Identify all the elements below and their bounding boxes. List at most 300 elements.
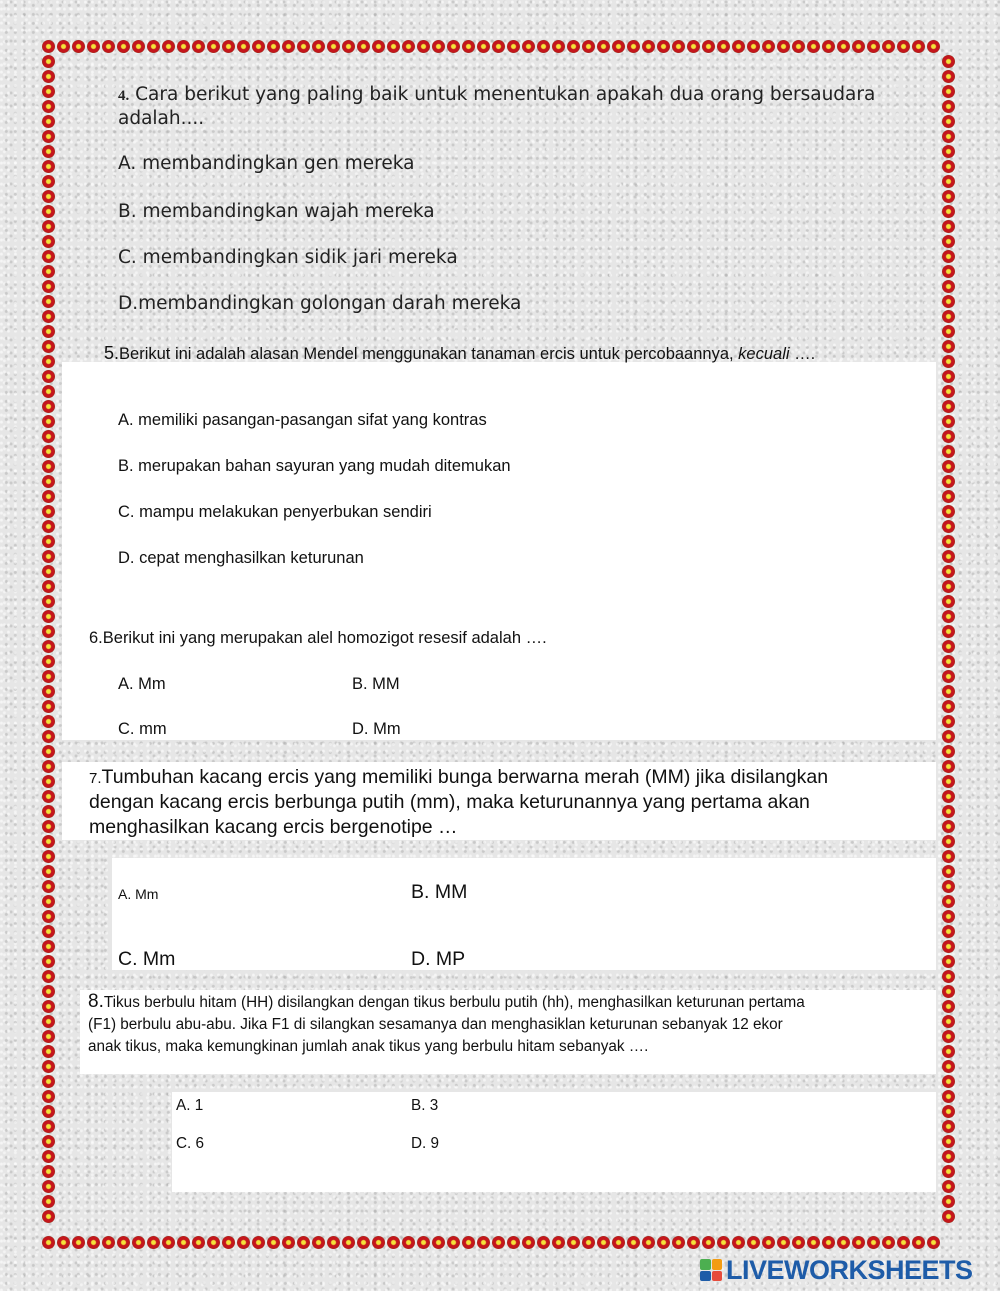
flower-icon xyxy=(207,1236,220,1249)
q6-question-text: 6.Berikut ini yang merupakan alel homozigot resesif adalah …. xyxy=(89,629,547,647)
flower-icon xyxy=(627,1236,640,1249)
flower-icon xyxy=(72,1236,85,1249)
flower-icon xyxy=(657,1236,670,1249)
flower-icon xyxy=(792,40,805,53)
flower-icon xyxy=(492,1236,505,1249)
q4-option-c[interactable]: C. membandingkan sidik jari mereka xyxy=(118,247,458,268)
flower-icon xyxy=(42,805,55,818)
flower-icon xyxy=(42,205,55,218)
flower-icon xyxy=(942,955,955,968)
flower-icon xyxy=(942,745,955,758)
flower-icon xyxy=(792,1236,805,1249)
flower-icon xyxy=(297,40,310,53)
flower-icon xyxy=(42,85,55,98)
flower-icon xyxy=(42,1210,55,1223)
flower-icon xyxy=(42,955,55,968)
liveworksheets-logo-text: LIVEWORKSHEETS xyxy=(726,1254,973,1285)
flower-icon xyxy=(942,640,955,653)
flower-icon xyxy=(942,565,955,578)
flower-icon xyxy=(42,925,55,938)
flower-icon xyxy=(42,1090,55,1103)
flower-icon xyxy=(942,325,955,338)
flower-border-top xyxy=(42,40,940,53)
flower-icon xyxy=(942,940,955,953)
flower-border-right xyxy=(942,55,955,1223)
logo-square-green xyxy=(700,1259,711,1270)
flower-icon xyxy=(372,40,385,53)
flower-icon xyxy=(942,775,955,788)
flower-icon xyxy=(942,715,955,728)
flower-icon xyxy=(942,625,955,638)
flower-icon xyxy=(42,565,55,578)
flower-icon xyxy=(42,355,55,368)
flower-icon xyxy=(867,40,880,53)
flower-icon xyxy=(327,40,340,53)
flower-icon xyxy=(267,40,280,53)
flower-icon xyxy=(417,40,430,53)
flower-icon xyxy=(42,1180,55,1193)
flower-icon xyxy=(942,190,955,203)
q7-option-c[interactable]: C. Mm xyxy=(118,948,176,970)
flower-icon xyxy=(252,40,265,53)
flower-icon xyxy=(252,1236,265,1249)
flower-icon xyxy=(42,1150,55,1163)
flower-icon xyxy=(717,1236,730,1249)
flower-icon xyxy=(42,385,55,398)
q5-option-b[interactable]: B. merupakan bahan sayuran yang mudah ditemukan xyxy=(118,457,511,475)
flower-icon xyxy=(522,40,535,53)
flower-icon xyxy=(42,970,55,983)
flower-icon xyxy=(42,250,55,263)
flower-icon xyxy=(852,1236,865,1249)
q7-option-d[interactable]: D. MP xyxy=(411,948,466,970)
flower-icon xyxy=(852,40,865,53)
flower-icon xyxy=(372,1236,385,1249)
flower-icon xyxy=(42,685,55,698)
flower-icon xyxy=(567,40,580,53)
flower-icon xyxy=(882,1236,895,1249)
flower-border-left xyxy=(42,55,55,1223)
flower-icon xyxy=(42,325,55,338)
flower-icon xyxy=(897,40,910,53)
flower-icon xyxy=(942,430,955,443)
flower-icon xyxy=(942,220,955,233)
flower-icon xyxy=(597,40,610,53)
q5-question-text: Berikut ini adalah alasan Mendel menggunakan tanaman ercis untuk percobaannya, xyxy=(119,345,739,363)
flower-icon xyxy=(942,1045,955,1058)
logo-square-orange xyxy=(712,1259,723,1270)
flower-icon xyxy=(837,40,850,53)
flower-icon xyxy=(552,1236,565,1249)
flower-icon xyxy=(117,40,130,53)
flower-icon xyxy=(867,1236,880,1249)
flower-icon xyxy=(87,40,100,53)
q7-question-line2: dengan kacang ercis berbunga putih (mm), maka keturunannya yang pertama akan xyxy=(89,791,810,813)
flower-icon xyxy=(732,1236,745,1249)
flower-icon xyxy=(177,40,190,53)
flower-icon xyxy=(207,40,220,53)
flower-icon xyxy=(42,235,55,248)
flower-icon xyxy=(462,40,475,53)
flower-icon xyxy=(42,1105,55,1118)
flower-icon xyxy=(42,280,55,293)
flower-icon xyxy=(537,1236,550,1249)
q8-question-line3: anak tikus, maka kemungkinan jumlah anak tikus yang berbulu hitam sebanyak …. xyxy=(88,1038,649,1055)
flower-icon xyxy=(282,1236,295,1249)
flower-icon xyxy=(927,40,940,53)
flower-icon xyxy=(942,1015,955,1028)
flower-icon xyxy=(42,595,55,608)
flower-icon xyxy=(942,55,955,68)
flower-icon xyxy=(942,1120,955,1133)
flower-icon xyxy=(612,40,625,53)
flower-icon xyxy=(42,145,55,158)
flower-icon xyxy=(477,40,490,53)
q6-option-b[interactable]: B. MM xyxy=(352,675,400,693)
flower-icon xyxy=(132,40,145,53)
flower-icon xyxy=(42,790,55,803)
flower-icon xyxy=(942,1210,955,1223)
flower-icon xyxy=(42,1135,55,1148)
flower-icon xyxy=(297,1236,310,1249)
flower-icon xyxy=(312,40,325,53)
flower-icon xyxy=(942,790,955,803)
flower-icon xyxy=(507,40,520,53)
flower-icon xyxy=(642,1236,655,1249)
flower-icon xyxy=(942,310,955,323)
flower-icon xyxy=(462,1236,475,1249)
flower-icon xyxy=(942,295,955,308)
q8-option-d[interactable]: D. 9 xyxy=(411,1135,440,1152)
flower-icon xyxy=(942,925,955,938)
flower-icon xyxy=(942,685,955,698)
flower-icon xyxy=(942,235,955,248)
flower-icon xyxy=(942,490,955,503)
flower-icon xyxy=(42,400,55,413)
flower-icon xyxy=(942,610,955,623)
flower-icon xyxy=(222,1236,235,1249)
flower-icon xyxy=(942,145,955,158)
flower-icon xyxy=(42,265,55,278)
flower-icon xyxy=(507,1236,520,1249)
flower-border-bottom xyxy=(42,1236,940,1249)
flower-icon xyxy=(42,985,55,998)
q7-options-panel xyxy=(112,858,936,970)
q8-question-line2: (F1) berbulu abu-abu. Jika F1 di silangkan sesamanya dan menghasiklan keturunan sebanyak 12 ekor xyxy=(88,1016,783,1033)
flower-icon xyxy=(42,1045,55,1058)
liveworksheets-logo-icon xyxy=(700,1259,722,1281)
flower-icon xyxy=(942,115,955,128)
flower-icon xyxy=(42,370,55,383)
flower-icon xyxy=(42,910,55,923)
flower-icon xyxy=(942,265,955,278)
flower-icon xyxy=(942,910,955,923)
flower-icon xyxy=(162,40,175,53)
flower-icon xyxy=(42,745,55,758)
flower-icon xyxy=(942,400,955,413)
flower-icon xyxy=(177,1236,190,1249)
flower-icon xyxy=(942,880,955,893)
flower-icon xyxy=(942,595,955,608)
q7-option-a[interactable]: A. Mm xyxy=(118,886,159,902)
q4-option-d[interactable]: D.membandingkan golongan darah mereka xyxy=(118,293,522,314)
flower-icon xyxy=(942,505,955,518)
flower-icon xyxy=(42,715,55,728)
flower-icon xyxy=(732,40,745,53)
logo-square-red xyxy=(712,1271,723,1282)
flower-icon xyxy=(42,865,55,878)
q7-question-line3: menghasilkan kacang ercis bergenotipe … xyxy=(89,816,458,838)
flower-icon xyxy=(672,40,685,53)
flower-icon xyxy=(627,40,640,53)
flower-icon xyxy=(537,40,550,53)
flower-icon xyxy=(87,1236,100,1249)
flower-icon xyxy=(102,40,115,53)
q8-option-b[interactable]: B. 3 xyxy=(411,1097,439,1114)
flower-icon xyxy=(42,550,55,563)
q8-number: 8. xyxy=(88,991,104,1012)
flower-icon xyxy=(777,40,790,53)
flower-icon xyxy=(942,1060,955,1073)
flower-icon xyxy=(432,40,445,53)
flower-icon xyxy=(447,1236,460,1249)
q7-question-line1: Tumbuhan kacang ercis yang memiliki bunga berwarna merah (MM) jika disilangkan xyxy=(101,766,829,788)
flower-icon xyxy=(42,625,55,638)
flower-icon xyxy=(927,1236,940,1249)
flower-icon xyxy=(822,40,835,53)
flower-icon xyxy=(327,1236,340,1249)
flower-icon xyxy=(942,160,955,173)
flower-icon xyxy=(582,1236,595,1249)
flower-icon xyxy=(762,1236,775,1249)
flower-icon xyxy=(777,1236,790,1249)
flower-icon xyxy=(942,475,955,488)
flower-icon xyxy=(117,1236,130,1249)
flower-icon xyxy=(42,1015,55,1028)
flower-icon xyxy=(942,535,955,548)
flower-icon xyxy=(42,445,55,458)
flower-icon xyxy=(387,1236,400,1249)
q8-option-a[interactable]: A. 1 xyxy=(176,1097,204,1114)
flower-icon xyxy=(192,1236,205,1249)
q5-option-c[interactable]: C. mampu melakukan penyerbukan sendiri xyxy=(118,503,432,521)
flower-icon xyxy=(612,1236,625,1249)
flower-icon xyxy=(42,475,55,488)
flower-icon xyxy=(837,1236,850,1249)
q4-question-line1: Cara berikut yang paling baik untuk menentukan apakah dua orang bersaudara xyxy=(135,84,876,105)
flower-icon xyxy=(942,970,955,983)
flower-icon xyxy=(942,385,955,398)
flower-icon xyxy=(357,1236,370,1249)
q5-option-a[interactable]: A. memiliki pasangan-pasangan sifat yang kontras xyxy=(118,411,487,429)
flower-icon xyxy=(942,1195,955,1208)
flower-icon xyxy=(702,1236,715,1249)
flower-icon xyxy=(942,205,955,218)
flower-icon xyxy=(42,520,55,533)
flower-icon xyxy=(42,340,55,353)
flower-icon xyxy=(162,1236,175,1249)
flower-icon xyxy=(42,1120,55,1133)
q4-option-b[interactable]: B. membandingkan wajah mereka xyxy=(118,201,435,222)
flower-icon xyxy=(42,310,55,323)
flower-icon xyxy=(102,1236,115,1249)
flower-icon xyxy=(42,490,55,503)
flower-icon xyxy=(942,415,955,428)
flower-icon xyxy=(42,820,55,833)
flower-icon xyxy=(402,1236,415,1249)
flower-icon xyxy=(897,1236,910,1249)
flower-icon xyxy=(42,70,55,83)
flower-icon xyxy=(42,850,55,863)
flower-icon xyxy=(42,655,55,668)
q4-option-a[interactable]: A. membandingkan gen mereka xyxy=(118,153,415,174)
flower-icon xyxy=(42,1030,55,1043)
flower-icon xyxy=(687,40,700,53)
flower-icon xyxy=(942,520,955,533)
flower-icon xyxy=(477,1236,490,1249)
flower-icon xyxy=(942,820,955,833)
flower-icon xyxy=(942,670,955,683)
flower-icon xyxy=(42,1195,55,1208)
flower-icon xyxy=(942,805,955,818)
flower-icon xyxy=(687,1236,700,1249)
flower-icon xyxy=(597,1236,610,1249)
flower-icon xyxy=(57,1236,70,1249)
flower-icon xyxy=(42,535,55,548)
flower-icon xyxy=(42,1165,55,1178)
q6-option-a[interactable]: A. Mm xyxy=(118,675,166,693)
flower-icon xyxy=(942,550,955,563)
flower-icon xyxy=(42,160,55,173)
flower-icon xyxy=(942,655,955,668)
flower-icon xyxy=(147,1236,160,1249)
flower-icon xyxy=(942,985,955,998)
flower-icon xyxy=(42,895,55,908)
logo-square-blue xyxy=(700,1271,711,1282)
flower-icon xyxy=(942,355,955,368)
flower-icon xyxy=(942,1150,955,1163)
flower-icon xyxy=(42,1060,55,1073)
flower-icon xyxy=(942,835,955,848)
flower-icon xyxy=(942,1075,955,1088)
flower-icon xyxy=(942,1000,955,1013)
q5-option-d[interactable]: D. cepat menghasilkan keturunan xyxy=(118,549,364,567)
flower-icon xyxy=(942,70,955,83)
flower-icon xyxy=(807,40,820,53)
q8-options-panel xyxy=(172,1092,936,1192)
flower-icon xyxy=(387,40,400,53)
flower-icon xyxy=(942,580,955,593)
flower-icon xyxy=(132,1236,145,1249)
flower-icon xyxy=(42,835,55,848)
flower-icon xyxy=(42,190,55,203)
flower-icon xyxy=(747,1236,760,1249)
q8-question-line1: Tikus berbulu hitam (HH) disilangkan dengan tikus berbulu putih (hh), menghasilkan keturunan pertama xyxy=(103,994,805,1011)
flower-icon xyxy=(237,1236,250,1249)
flower-icon xyxy=(942,85,955,98)
flower-icon xyxy=(402,40,415,53)
flower-icon xyxy=(642,40,655,53)
flower-icon xyxy=(42,415,55,428)
flower-icon xyxy=(942,1135,955,1148)
flower-icon xyxy=(42,460,55,473)
flower-icon xyxy=(42,295,55,308)
q7-number: 7. xyxy=(89,770,102,787)
flower-icon xyxy=(312,1236,325,1249)
flower-icon xyxy=(942,895,955,908)
flower-icon xyxy=(942,760,955,773)
flower-icon xyxy=(942,280,955,293)
flower-icon xyxy=(147,40,160,53)
flower-icon xyxy=(702,40,715,53)
q6-option-d[interactable]: D. Mm xyxy=(352,720,401,738)
flower-icon xyxy=(912,40,925,53)
flower-icon xyxy=(42,760,55,773)
flower-icon xyxy=(807,1236,820,1249)
flower-icon xyxy=(567,1236,580,1249)
q6-option-c[interactable]: C. mm xyxy=(118,720,167,738)
flower-icon xyxy=(912,1236,925,1249)
q7-option-b[interactable]: B. MM xyxy=(411,881,468,903)
flower-icon xyxy=(42,100,55,113)
flower-icon xyxy=(657,40,670,53)
flower-icon xyxy=(42,670,55,683)
q5-question-tail: …. xyxy=(789,345,816,363)
flower-icon xyxy=(942,1180,955,1193)
flower-icon xyxy=(432,1236,445,1249)
q5-number: 5. xyxy=(104,343,120,363)
flower-icon xyxy=(942,700,955,713)
flower-icon xyxy=(282,40,295,53)
flower-icon xyxy=(942,130,955,143)
flower-icon xyxy=(822,1236,835,1249)
flower-icon xyxy=(42,730,55,743)
flower-icon xyxy=(357,40,370,53)
flower-icon xyxy=(42,1075,55,1088)
flower-icon xyxy=(492,40,505,53)
flower-icon xyxy=(942,175,955,188)
flower-icon xyxy=(42,1000,55,1013)
flower-icon xyxy=(942,460,955,473)
flower-icon xyxy=(417,1236,430,1249)
flower-icon xyxy=(42,610,55,623)
flower-icon xyxy=(222,40,235,53)
flower-icon xyxy=(582,40,595,53)
liveworksheets-logo xyxy=(700,1256,973,1284)
flower-icon xyxy=(942,340,955,353)
q8-option-c[interactable]: C. 6 xyxy=(176,1135,205,1152)
flower-icon xyxy=(192,40,205,53)
flower-icon xyxy=(747,40,760,53)
flower-icon xyxy=(882,40,895,53)
flower-icon xyxy=(42,130,55,143)
flower-icon xyxy=(42,430,55,443)
flower-icon xyxy=(942,850,955,863)
flower-icon xyxy=(942,1165,955,1178)
flower-icon xyxy=(942,865,955,878)
flower-icon xyxy=(42,175,55,188)
flower-icon xyxy=(342,40,355,53)
flower-icon xyxy=(762,40,775,53)
flower-icon xyxy=(57,40,70,53)
flower-icon xyxy=(42,640,55,653)
q4-question-line2: adalah.... xyxy=(118,108,205,129)
flower-icon xyxy=(42,55,55,68)
flower-icon xyxy=(447,40,460,53)
flower-icon xyxy=(42,505,55,518)
flower-icon xyxy=(942,730,955,743)
flower-icon xyxy=(42,580,55,593)
